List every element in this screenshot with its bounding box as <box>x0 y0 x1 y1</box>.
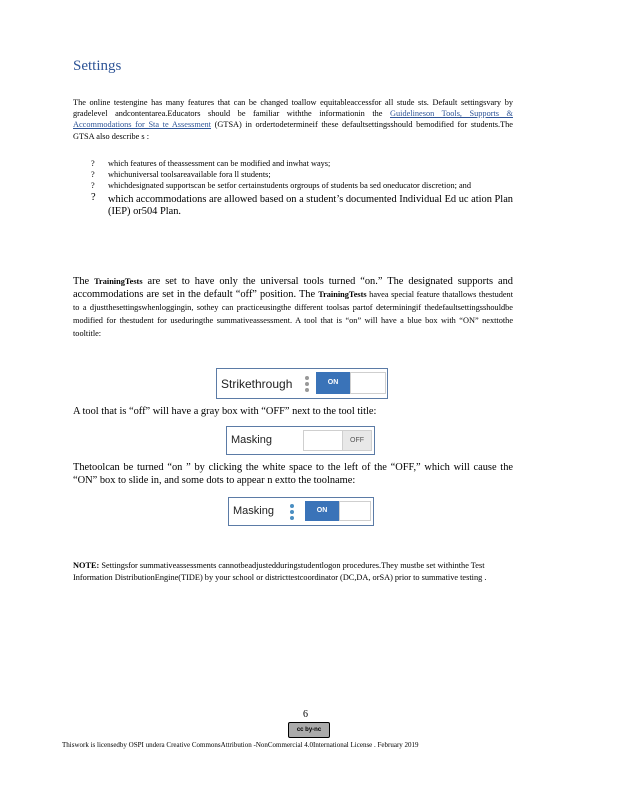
turn-on-description: Thetoolcan be turned “on ” by clicking the white space to the left of the “OFF,” which will cause the “ON” box to slide in, and some dots to appear n extto the toolname: <box>73 462 513 486</box>
on-toggle[interactable]: ON <box>305 501 339 521</box>
strikethrough-tool-on[interactable] <box>216 368 388 399</box>
toggle-track[interactable] <box>350 372 386 394</box>
intro-text-2: (GTSA) in ordertodetermineif these defaultsettingsshould bemodified for students.The GTSA also describe s : <box>73 120 513 141</box>
list-item <box>73 158 513 169</box>
bullet-text: which features of theassessment can be modified and inwhat ways; <box>108 159 331 168</box>
training-text-2: are set to have only the universal tools turned “on.” The designated supports and accommodations are set in the default “off” position. The <box>73 276 513 300</box>
on-toggle[interactable]: ON <box>316 372 350 394</box>
training-text-1: The <box>73 276 95 287</box>
note-text: Settingsfor summativeassessments cannotbeadjustedduringstudentlogon procedures.They mustbe set withinthe Test Information DistributionEngine(TIDE) by your school or districttestcoordinator (DC,DA, orSA) prior to summative testing . <box>73 561 487 582</box>
page-title: Settings <box>73 58 122 74</box>
dots-icon <box>305 376 309 394</box>
tool-name: Strikethrough <box>221 377 293 391</box>
note-label: NOTE: <box>73 561 100 570</box>
training-text-3: havea special feature thatallows thestudent to a djustthesettingswhenloggingin, sothey can practiceusingthe different toolsas partof determiningif thedefaultsettingsshouldbe modified for thestudent for useduringthe summativeassessment. A tool that is “on” will have a blue box with “ON” nexttothe tooltitle: <box>73 290 514 338</box>
intro-text-1: The online testengine has many features that can be changed toallow equitableaccessfor all stude sts. Default settingsvary by gradelevel andcontentarea.Educators should be familiar withthe informationin the <box>73 98 513 119</box>
note-paragraph <box>73 560 513 584</box>
training-tests-bold: TrainingTests <box>94 277 143 286</box>
off-description: A tool that is “off” will have a gray box with “OFF” next to the tool title: <box>73 406 377 417</box>
masking-tool-on[interactable] <box>228 497 374 526</box>
list-item <box>73 192 513 218</box>
license-footer: Thiswork is licensedby OSPI undera Creative CommonsAttribution -NonCommercial 4.0International License . February 2019 <box>62 741 419 749</box>
list-item <box>73 180 513 191</box>
training-tests-bold-2: TrainingTests <box>318 290 367 299</box>
masking-tool-off[interactable] <box>226 426 375 455</box>
off-toggle[interactable]: OFF <box>342 430 372 451</box>
bullet-text: which accommodations are allowed based on a student’s documented Individual Ed uc ation Plan (IEP) or504 Plan. <box>108 193 513 217</box>
tool-name: Masking <box>231 434 272 446</box>
creative-commons-icon: cc by-nc <box>288 722 330 738</box>
tool-name: Masking <box>233 505 274 517</box>
bullet-mark: ? <box>91 159 95 168</box>
bullet-mark: ? <box>91 191 96 203</box>
training-paragraph <box>73 275 513 340</box>
bullet-text: whichuniversal toolsareavailable fora ll students; <box>108 170 271 180</box>
gtsa-link[interactable]: Guidelineson Tools, Supports & Accommodations for Sta te Assessment <box>73 109 513 130</box>
bullet-mark: ? <box>91 170 95 180</box>
dots-icon <box>290 504 294 522</box>
bullet-mark: ? <box>91 181 95 191</box>
page-number: 6 <box>303 709 308 720</box>
gtsa-bullet-list <box>73 158 513 218</box>
intro-paragraph <box>73 97 513 142</box>
toggle-track[interactable] <box>303 430 343 451</box>
toggle-track[interactable] <box>339 501 371 521</box>
list-item <box>73 169 513 180</box>
bullet-text: whichdesignated supportscan be setfor certainstudents orgroups of students ba sed oneducator discretion; and <box>108 181 471 191</box>
